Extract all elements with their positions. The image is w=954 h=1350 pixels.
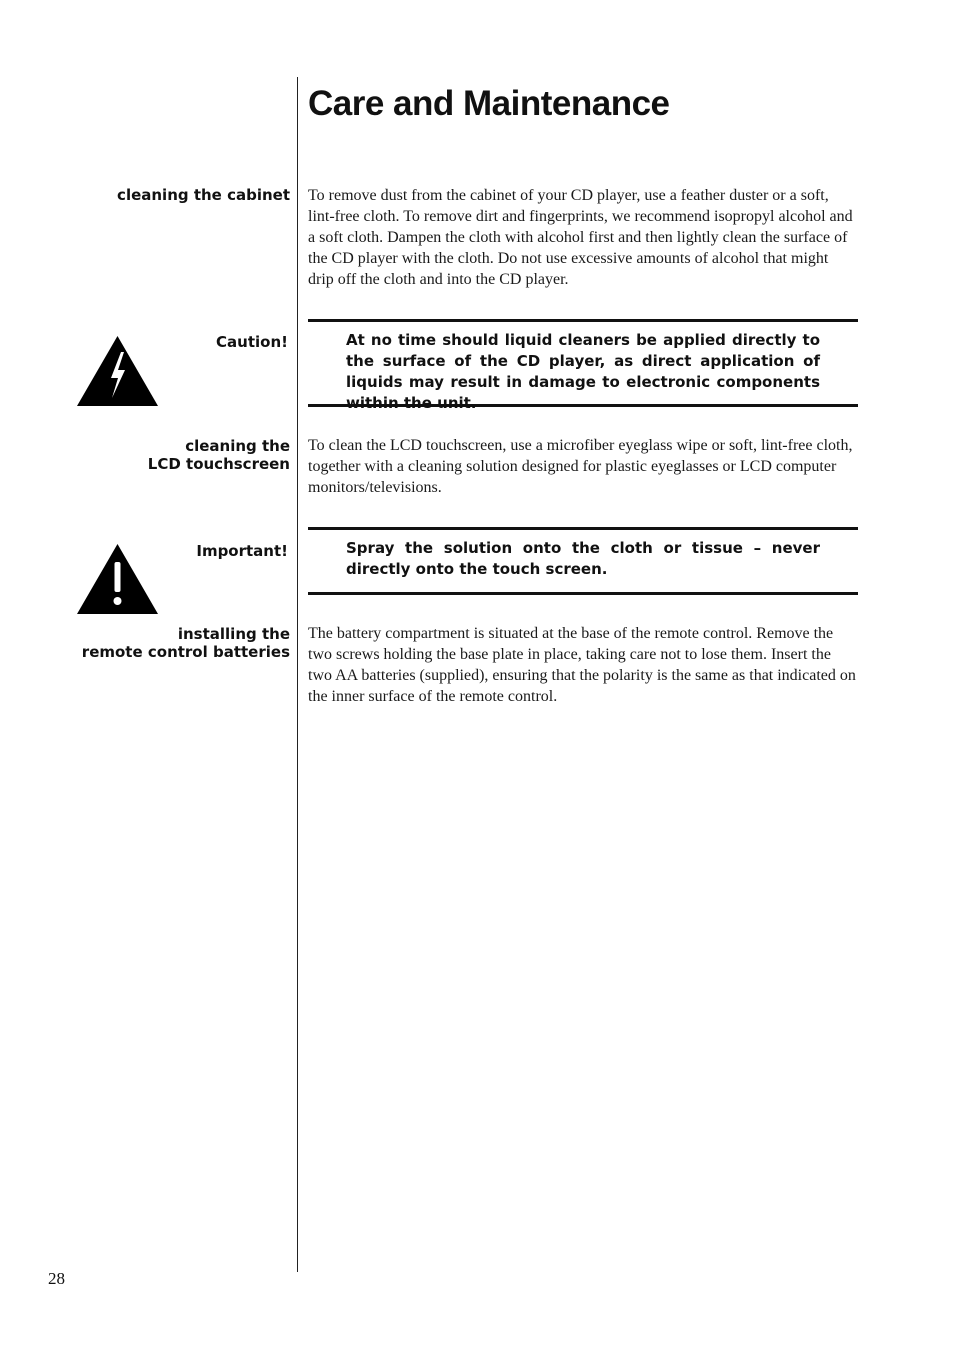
installing-batteries-text: The battery compartment is situated at the base of the remote control. Remove the two screws holding the base plate in place, taking care not to lose them. Insert the two AA batteries (supplied), ensuring that the polarity is the same as that indicated on the inner surface of the remote control. (308, 625, 856, 705)
cleaning-cabinet-text: To remove dust from the cabinet of your CD player, use a feather duster or a soft, lint-free cloth. To remove dirt and fingerprints, we recommend isopropyl alcohol and a soft cloth. Dampen the cloth with alcohol first and then lightly clean the surface of the CD player with the cloth. Do not use excessive amounts of alcohol that might drip off the cloth and into the CD player. (308, 187, 853, 288)
page-number: 28 (48, 1269, 65, 1288)
side-label-caution: Caution! (216, 333, 288, 351)
side-label-cleaning-lcd: cleaning the LCD touchscreen (147, 437, 290, 473)
column-divider (297, 77, 298, 1272)
page-title: Care and Maintenance (308, 84, 670, 123)
important-text: Spray the solution onto the cloth or tissue – never directly onto the touch screen. (346, 539, 820, 578)
side-label-important: Important! (196, 542, 288, 560)
caution-notice (308, 319, 858, 412)
important-notice (308, 527, 858, 595)
electrical-hazard-icon (77, 336, 158, 406)
side-label-cleaning-cabinet: cleaning the cabinet (117, 186, 290, 204)
side-label-installing-batteries: installing the remote control batteries (81, 625, 290, 661)
exclamation-warning-icon (77, 544, 158, 614)
cleaning-lcd-text: To clean the LCD touchscreen, use a microfiber eyeglass wipe or soft, lint-free cloth, together with a cleaning solution designed for plastic eyeglasses or LCD computer monitors/televisions. (308, 437, 853, 496)
caution-text: At no time should liquid cleaners be applied directly to the surface of the CD player, as direct application of liquids may result in damage to electronic components within the unit. (346, 331, 820, 412)
